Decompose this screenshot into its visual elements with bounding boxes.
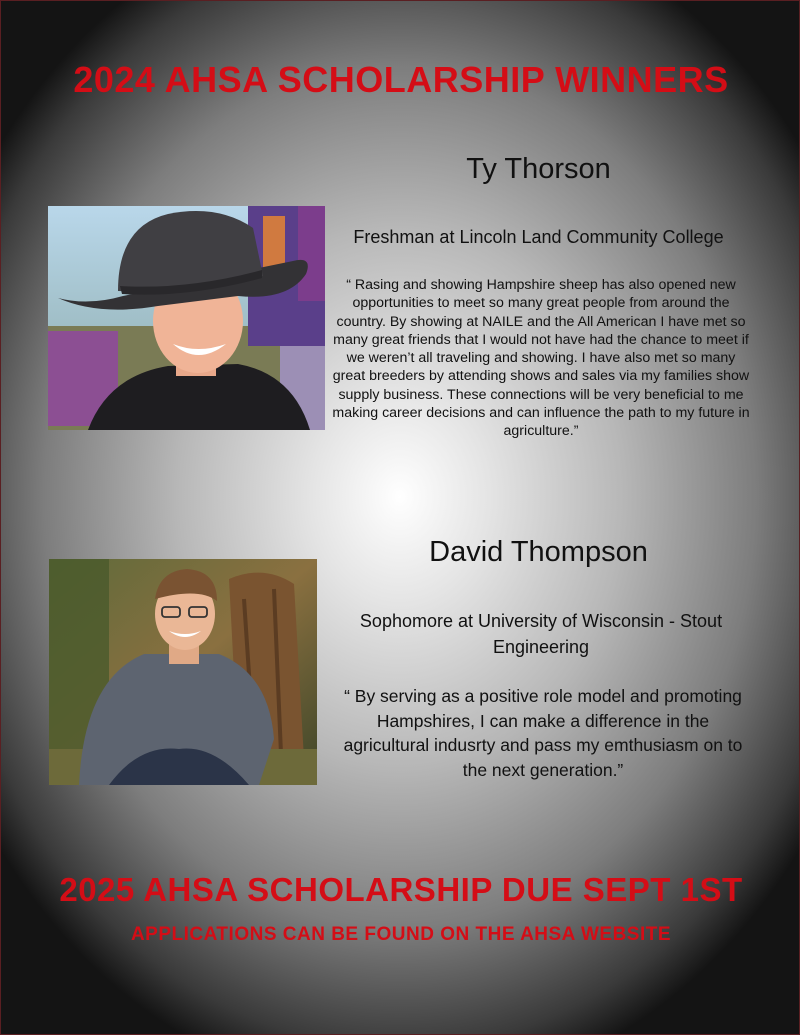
- winner-name: David Thompson: [429, 536, 648, 568]
- winner-name: Ty Thorson: [466, 153, 611, 185]
- winner-photo-ty-thorson: [48, 206, 325, 430]
- page-title: 2024 AHSA SCHOLARSHIP WINNERS: [73, 59, 729, 100]
- applications-note: APPLICATIONS CAN BE FOUND ON THE AHSA WEBSITE: [130, 924, 672, 945]
- deadline-banner: 2025 AHSA SCHOLARSHIP DUE SEPT 1ST: [59, 871, 743, 908]
- winner-photo-david-thompson: [49, 559, 317, 785]
- winner-school: Sophomore at University of Wisconsin - Stout Engineering: [359, 611, 723, 657]
- winner-school: Freshman at Lincoln Land Community College: [353, 227, 724, 247]
- winner-quote: “ Rasing and showing Hampshire sheep has also opened new opportunities to meet so many great people from around the country. By showing at NAILE and the All American I have met so many great friends that I would not have had the chance to meet if we weren’t all traveling and showing. I have also met so many great breeders by attending shows and sales via my families show supply business. These connections will be very beneficial to me making career decisions and can influence the path to my future in agriculture.”: [332, 277, 750, 440]
- winner-quote: “ By serving as a positive role model and promoting Hampshires, I can make a difference in the agricultural indusrty and pass my emthusiasm on to the next generation.”: [343, 686, 743, 780]
